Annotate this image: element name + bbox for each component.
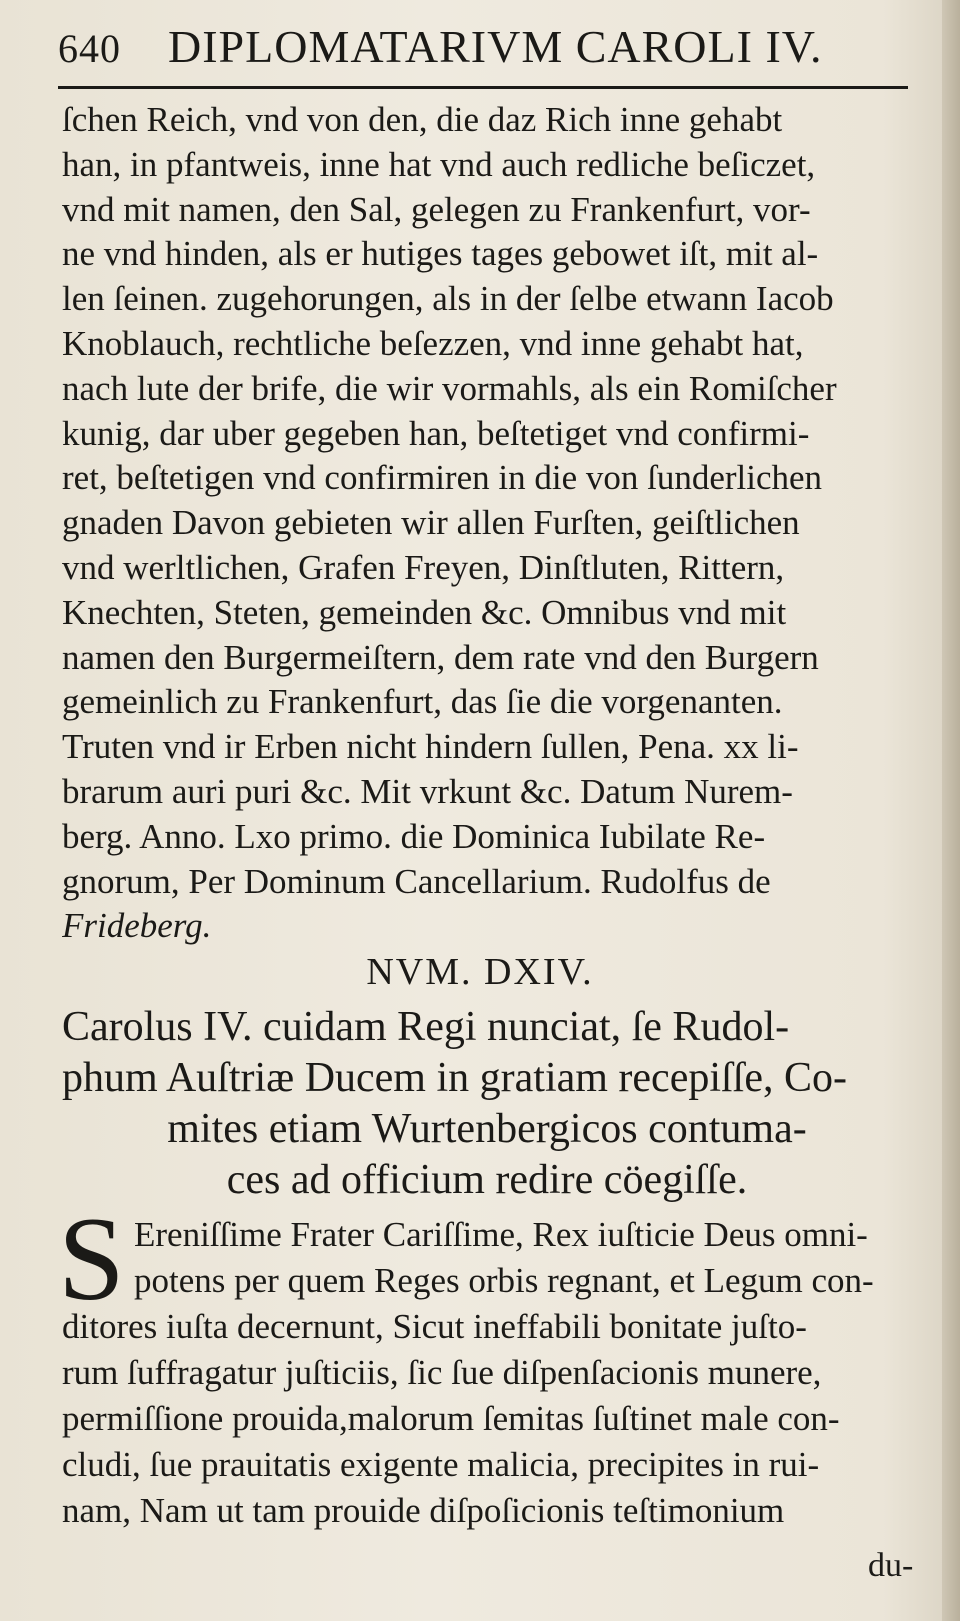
summary-line: mites etiam Wurtenbergicos contuma- <box>167 1106 807 1152</box>
text-line: nach lute der brife, die wir vormahls, als ein Romiſcher <box>62 368 837 408</box>
summary-line: Carolus IV. cuidam Regi nunciat, ſe Rudol- <box>62 1004 790 1050</box>
running-title: DIPLOMATARIVM CAROLI IV. <box>168 21 823 72</box>
paragraph-line: rum ſuffragatur juſticiis, ſic ſue diſpenſacionis munere, <box>62 1353 822 1392</box>
paragraph-line: permiſſione prouida,malorum ſemitas ſuſtinet male con- <box>62 1399 840 1438</box>
header-rule <box>58 86 908 89</box>
text-line: berg. Anno. Lxo primo. die Dominica Iubilate Re- <box>62 816 766 856</box>
page-edge <box>942 0 960 1621</box>
text-line: ne vnd hinden, als er hutiges tages gebowet iſt, mit al- <box>62 234 819 274</box>
text-line: Knechten, Steten, gemeinden &c. Omnibus vnd mit <box>62 592 787 632</box>
paragraph-line: ditores iuſta decernunt, Sicut ineffabili bonitate juſto- <box>62 1307 807 1346</box>
document-number-heading: NVM. DXIV. <box>366 951 594 993</box>
text-line: gnaden Davon gebieten wir allen Furſten, geiſtlichen <box>62 503 800 543</box>
text-line: len ſeinen. zugehorungen, als in der ſelbe etwann Iacob <box>62 279 834 319</box>
catchword: du- <box>868 1547 914 1584</box>
continued-text <box>62 98 912 949</box>
paragraph-line: cludi, ſue prauitatis exigente malicia, precipites in rui- <box>62 1445 820 1484</box>
text-line: vnd werltlichen, Grafen Freyen, Dinſtluten, Rittern, <box>62 547 785 587</box>
text-line: gnorum, Per Dominum Cancellarium. Rudolfus de <box>62 861 771 901</box>
text-line: gemeinlich zu Frankenfurt, das ſie die vorgenanten. <box>62 682 783 722</box>
text-line: Frideberg. <box>62 906 212 946</box>
drop-cap-initial: S <box>58 1192 125 1325</box>
text-line: han, in pfantweis, inne hat vnd auch redliche beſiczet, <box>62 144 816 184</box>
text-line: kunig, dar uber gegeben han, beſtetiget vnd confirmi- <box>62 413 810 453</box>
text-line: brarum auri puri &c. Mit vrkunt &c. Datum Nurem- <box>62 771 793 811</box>
page-number: 640 <box>58 26 121 71</box>
running-head <box>58 20 918 76</box>
summary-line: ces ad officium redire cöegiſſe. <box>226 1157 748 1203</box>
document-summary <box>62 1002 912 1206</box>
text-line: ret, beſtetigen vnd confirmiren in die von ſunderlichen <box>62 458 823 498</box>
text-line: ſchen Reich, vnd von den, die daz Rich inne gehabt <box>62 100 783 139</box>
paragraph-line: Ereniſſime Frater Cariſſime, Rex iuſticie Deus omni- <box>134 1215 868 1254</box>
paragraph-line: potens per quem Reges orbis regnant, et Legum con- <box>134 1261 874 1300</box>
summary-line: phum Auſtriæ Ducem in gratiam recepiſſe, Co- <box>62 1055 847 1101</box>
paragraph-line: nam, Nam ut tam prouide diſpoſicionis teſtimonium <box>62 1491 785 1530</box>
text-line: vnd mit namen, den Sal, gelegen zu Frankenfurt, vor- <box>62 189 811 229</box>
text-line: namen den Burgermeiſtern, dem rate vnd den Burgern <box>62 637 819 677</box>
text-line: Truten vnd ir Erben nicht hindern ſullen, Pena. xx li- <box>62 727 799 767</box>
text-line: Knoblauch, rechtliche beſezzen, vnd inne gehabt hat, <box>62 323 804 363</box>
letter-paragraph <box>62 1212 912 1534</box>
